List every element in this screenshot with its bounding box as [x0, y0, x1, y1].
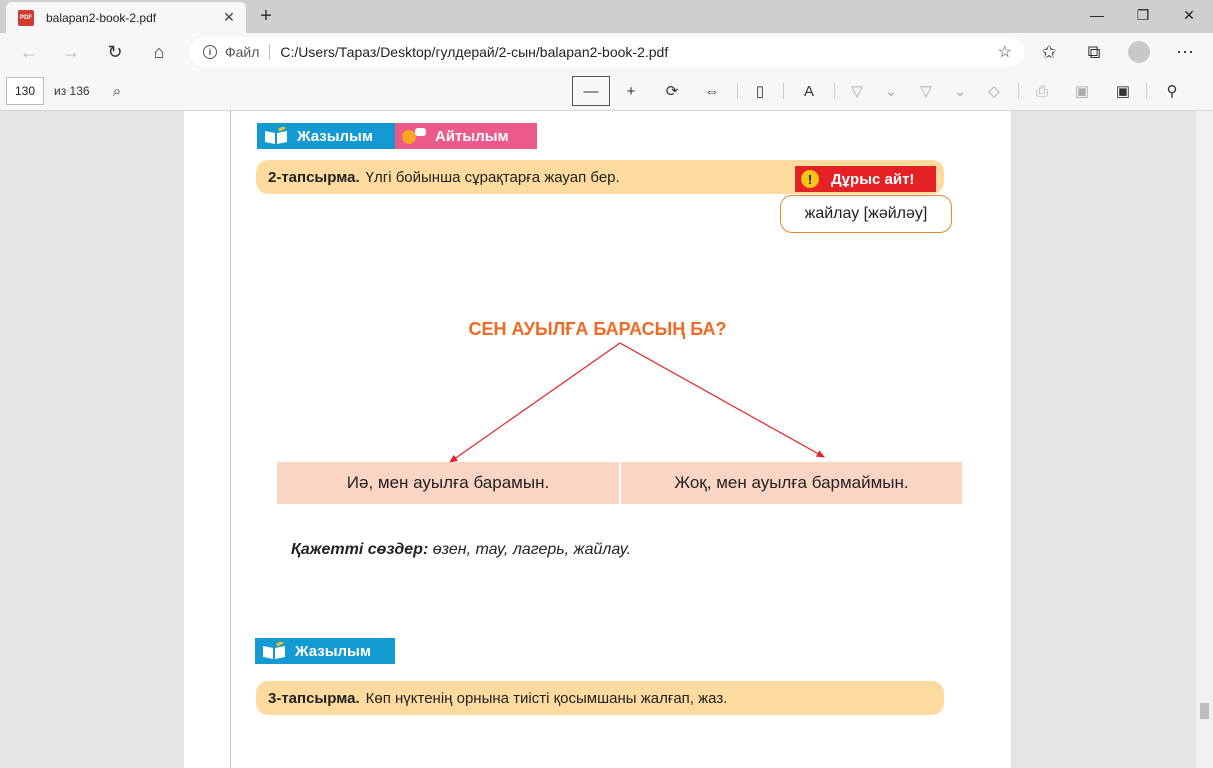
- pdf-page: [184, 111, 1011, 768]
- arrow-left: [450, 343, 620, 462]
- back-button[interactable]: ←: [20, 41, 38, 62]
- needed-list: өзен, тау, лагерь, жайлау.: [432, 541, 632, 558]
- eraser-icon[interactable]: ◇: [988, 83, 1000, 100]
- collections-icon[interactable]: ⧉: [1087, 41, 1101, 62]
- zoom-in-button[interactable]: +: [626, 82, 636, 100]
- task3-label: 3-тапсырма.: [268, 689, 360, 707]
- url-text[interactable]: C:/Users/Тараз/Desktop/гулдерай/2-сын/balapan2-book-2.pdf: [280, 44, 669, 60]
- highlight-icon[interactable]: ▽: [920, 83, 932, 100]
- writing-tag-label: Жазылым: [297, 127, 373, 145]
- chevron-down-icon[interactable]: ⌄: [884, 83, 898, 100]
- home-button[interactable]: ⌂: [153, 41, 165, 62]
- zoom-out-button[interactable]: —: [572, 76, 610, 106]
- fit-width-icon[interactable]: ⇔: [704, 82, 720, 100]
- navigation-bar: [0, 33, 1213, 71]
- restore-button[interactable]: ❐: [1136, 6, 1150, 23]
- writing-tag-label: Жазылым: [295, 642, 371, 660]
- minimize-button[interactable]: —: [1090, 7, 1104, 23]
- read-aloud-icon[interactable]: A: [803, 82, 814, 100]
- answer-arrows: [184, 111, 1011, 511]
- close-tab-icon[interactable]: ✕: [223, 8, 235, 25]
- settings-menu-icon[interactable]: ⋯: [1176, 41, 1194, 62]
- save-icon[interactable]: ▣: [1074, 83, 1090, 100]
- browser-tab[interactable]: [6, 2, 246, 33]
- profile-avatar[interactable]: [1124, 37, 1154, 67]
- new-tab-button[interactable]: +: [260, 4, 272, 27]
- info-icon[interactable]: i: [203, 45, 217, 59]
- toolbar-divider: [1146, 83, 1147, 99]
- chevron-down-icon[interactable]: ⌄: [953, 83, 967, 100]
- scrollbar-thumb[interactable]: [1200, 703, 1209, 719]
- needed-label: Қажетті сөздер:: [291, 541, 429, 558]
- task3-text: Көп нүктенің орнына тиісті қосымшаны жалғап, жаз.: [365, 689, 728, 707]
- question-heading: СЕН АУЫЛҒА БАРАСЫҢ БА?: [468, 319, 727, 339]
- pdf-viewer[interactable]: [0, 111, 1213, 768]
- scheme-label: Файл: [225, 44, 260, 60]
- speaking-tag-label: Айтылым: [435, 127, 509, 145]
- address-divider: [269, 44, 270, 60]
- book-icon: [261, 642, 287, 660]
- needed-words: [291, 541, 631, 559]
- address-bar[interactable]: [189, 37, 1024, 67]
- toolbar-divider: [737, 83, 738, 99]
- page-count: из 136: [54, 84, 90, 98]
- answer-yes: Иә, мен ауылға барамын.: [277, 462, 619, 504]
- tab-strip: [0, 0, 1213, 33]
- pin-toolbar-icon[interactable]: ⚲: [1166, 83, 1178, 100]
- forward-button[interactable]: →: [62, 41, 80, 62]
- draw-icon[interactable]: ▽: [851, 83, 863, 100]
- toolbar-divider: [834, 83, 835, 99]
- task2-label: 2-тапсырма.: [268, 168, 360, 186]
- task2-text: Үлгі бойынша сұрақтарға жауап бер.: [365, 168, 620, 186]
- toolbar-divider: [1018, 83, 1019, 99]
- search-icon[interactable]: ⌕: [112, 82, 122, 100]
- print-icon[interactable]: ⎙: [1035, 82, 1048, 100]
- page-view-icon[interactable]: ▯: [755, 83, 765, 100]
- answer-no: Жоқ, мен ауылға бармаймын.: [621, 462, 962, 504]
- refresh-button[interactable]: ↻: [107, 41, 123, 62]
- arrow-right: [620, 343, 824, 457]
- warning-text: Дұрыс айт!: [831, 170, 915, 188]
- exclamation-icon: !: [801, 170, 819, 188]
- page-number-input[interactable]: 130: [6, 77, 44, 105]
- pdf-toolbar: [0, 71, 1213, 111]
- close-window-button[interactable]: ✕: [1183, 6, 1195, 23]
- writing-tag-2: [255, 638, 395, 664]
- pdf-file-icon: PDF: [18, 10, 34, 26]
- toolbar-divider: [783, 83, 784, 99]
- pronunciation-box: жайлау [жәйләу]: [780, 195, 952, 233]
- task3-banner: [256, 681, 944, 715]
- favorites-icon[interactable]: ✩: [1041, 41, 1057, 62]
- save-as-icon[interactable]: ▣: [1115, 83, 1131, 100]
- rotate-icon[interactable]: ⟳: [665, 83, 679, 100]
- tab-title: balapan2-book-2.pdf: [46, 10, 157, 25]
- vertical-scrollbar[interactable]: [1196, 111, 1213, 768]
- add-favorite-icon[interactable]: ☆: [997, 44, 1012, 61]
